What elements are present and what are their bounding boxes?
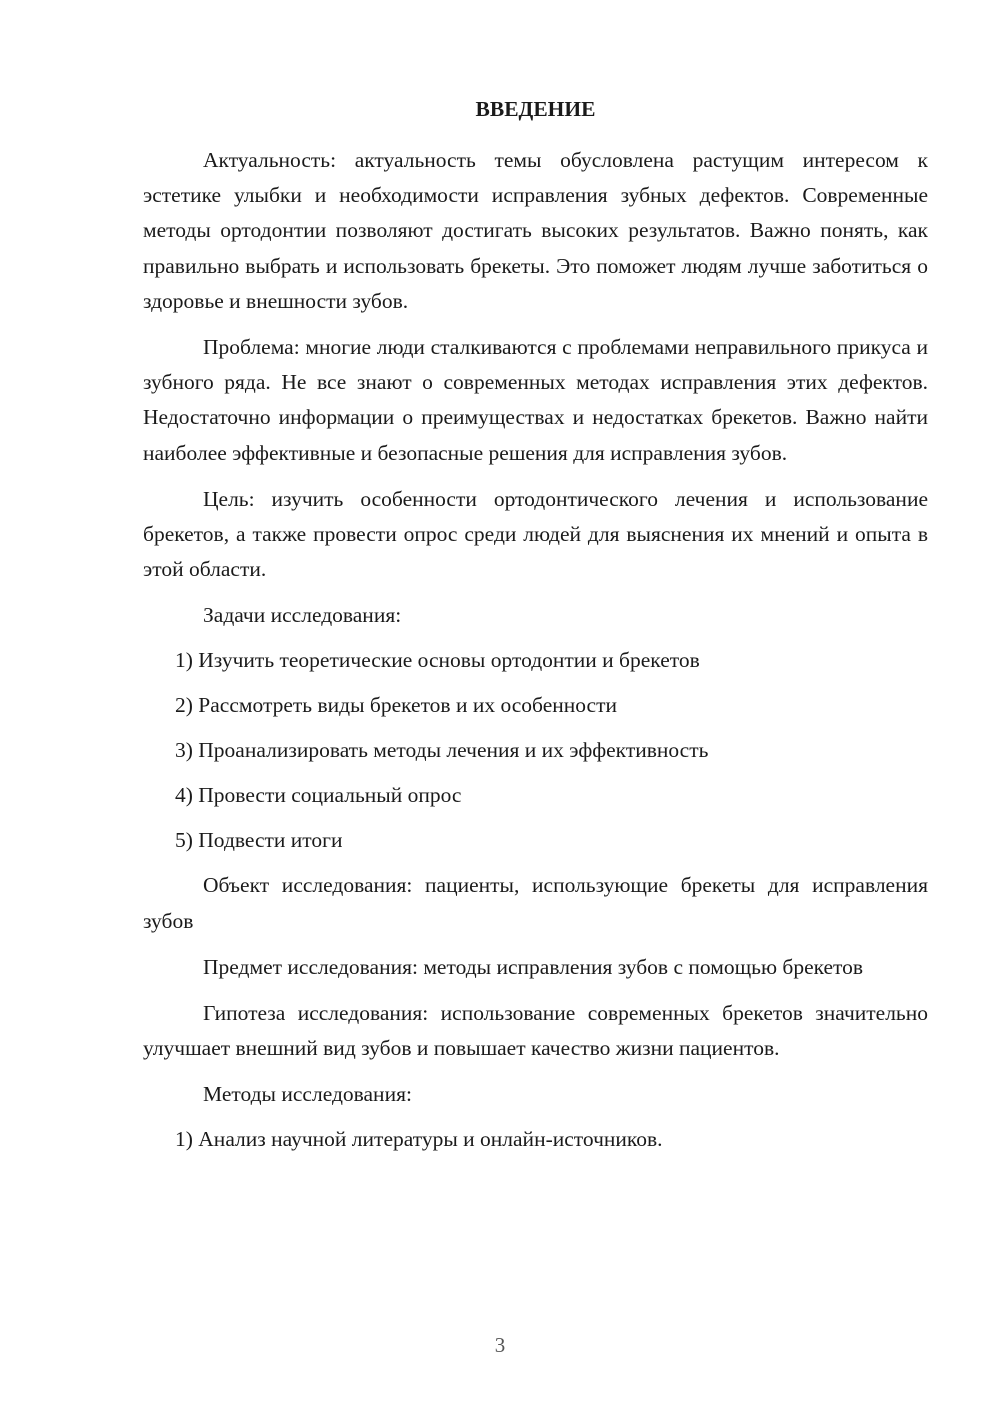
list-item: 5) Подвести итоги <box>175 828 343 853</box>
tasks-list <box>143 643 928 858</box>
page-title: ВВЕДЕНИЕ <box>475 97 596 121</box>
list-item: 1) Анализ научной литературы и онлайн-источников. <box>175 1127 663 1152</box>
hypothesis-paragraph: Гипотеза исследования: использование современных брекетов значительно улучшает внешний вид зубов и повышает качество жизни пациентов. <box>143 1001 928 1061</box>
problem-paragraph: Проблема: многие люди сталкиваются с проблемами неправильного прикуса и зубного ряда. Не все знают о современных методах исправления этих дефектов. Недостаточно информации о преимуществах и недостатках брекетов. Важно найти наиболее эффективные и безопасные решения для исправления зубов. <box>143 335 928 465</box>
list-item: 2) Рассмотреть виды брекетов и их особенности <box>175 693 617 718</box>
object-paragraph: Объект исследования: пациенты, использующие брекеты для исправления зубов <box>143 873 928 933</box>
list-item: 3) Проанализировать методы лечения и их эффективность <box>175 738 709 763</box>
list-item: 1) Изучить теоретические основы ортодонтии и брекетов <box>175 648 700 673</box>
goal-paragraph: Цель: изучить особенности ортодонтического лечения и использование брекетов, а также провести опрос среди людей для выяснения их мнений и опыта в этой области. <box>143 486 928 582</box>
methods-label: Методы исследования: <box>203 1082 412 1107</box>
page-number: 3 <box>494 1333 506 1357</box>
methods-list <box>143 1122 928 1157</box>
list-item: 4) Провести социальный опрос <box>175 783 462 808</box>
relevance-paragraph: Актуальность: актуальность темы обусловлена растущим интересом к эстетике улыбки и необходимости исправления зубных дефектов. Современные методы ортодонтии позволяют достигать высоких результатов. Важно понять, как правильно выбрать и использовать брекеты. Это поможет людям лучше заботиться о здоровье и внешности зубов. <box>143 148 928 313</box>
subject-paragraph: Предмет исследования: методы исправления зубов с помощью брекетов <box>203 954 864 979</box>
page-content <box>143 92 928 1167</box>
tasks-label: Задачи исследования: <box>203 603 402 628</box>
